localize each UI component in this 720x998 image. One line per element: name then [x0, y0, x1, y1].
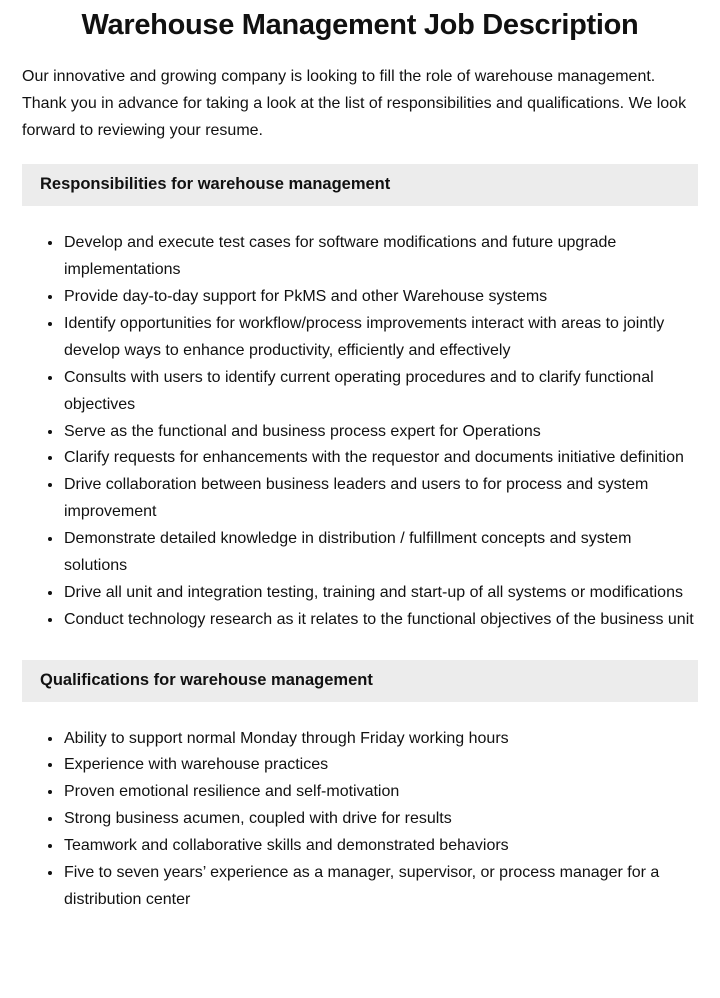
list-item: • Drive all unit and integration testing, training and start-up of all systems or modifications [63, 580, 698, 607]
responsibilities-section-heading: Responsibilities for warehouse management [22, 164, 698, 206]
list-item: • Serve as the functional and business process expert for Operations [63, 419, 698, 446]
list-item: • Ability to support normal Monday through Friday working hours [63, 726, 698, 753]
list-item: • Demonstrate detailed knowledge in distribution / fulfillment concepts and system solutions [63, 526, 698, 580]
list-item: • Strong business acumen, coupled with drive for results [63, 806, 698, 833]
list-item: • Experience with warehouse practices [63, 752, 698, 779]
list-item: • Five to seven years’ experience as a manager, supervisor, or process manager for a distribution center [63, 860, 698, 914]
qualifications-section-heading: Qualifications for warehouse management [22, 660, 698, 702]
list-item: • Clarify requests for enhancements with the requestor and documents initiative definition [63, 445, 698, 472]
intro-paragraph: Our innovative and growing company is looking to fill the role of warehouse management. Thank you in advance for taking a look at the list of responsibilities and qualifications. We look forward to reviewing your resume. [22, 67, 687, 139]
list-item: • Teamwork and collaborative skills and demonstrated behaviors [63, 833, 698, 860]
list-item: • Consults with users to identify current operating procedures and to clarify functional objectives [63, 365, 698, 419]
page-title: Warehouse Management Job Description [81, 9, 639, 41]
list-item: • Conduct technology research as it relates to the functional objectives of the business unit [63, 607, 698, 634]
list-item: • Identify opportunities for workflow/process improvements interact with areas to jointly develop ways to enhance productivity, efficiently and effectively [63, 311, 698, 365]
list-item: • Drive collaboration between business leaders and users to for process and system improvement [63, 472, 698, 526]
qualifications-section [22, 660, 698, 914]
list-item: • Develop and execute test cases for software modifications and future upgrade implementations [63, 230, 698, 284]
list-item: • Provide day-to-day support for PkMS and other Warehouse systems [63, 284, 698, 311]
qualifications-list [22, 726, 698, 914]
responsibilities-section [22, 164, 698, 633]
responsibilities-list [22, 230, 698, 633]
list-item: • Proven emotional resilience and self-motivation [63, 779, 698, 806]
